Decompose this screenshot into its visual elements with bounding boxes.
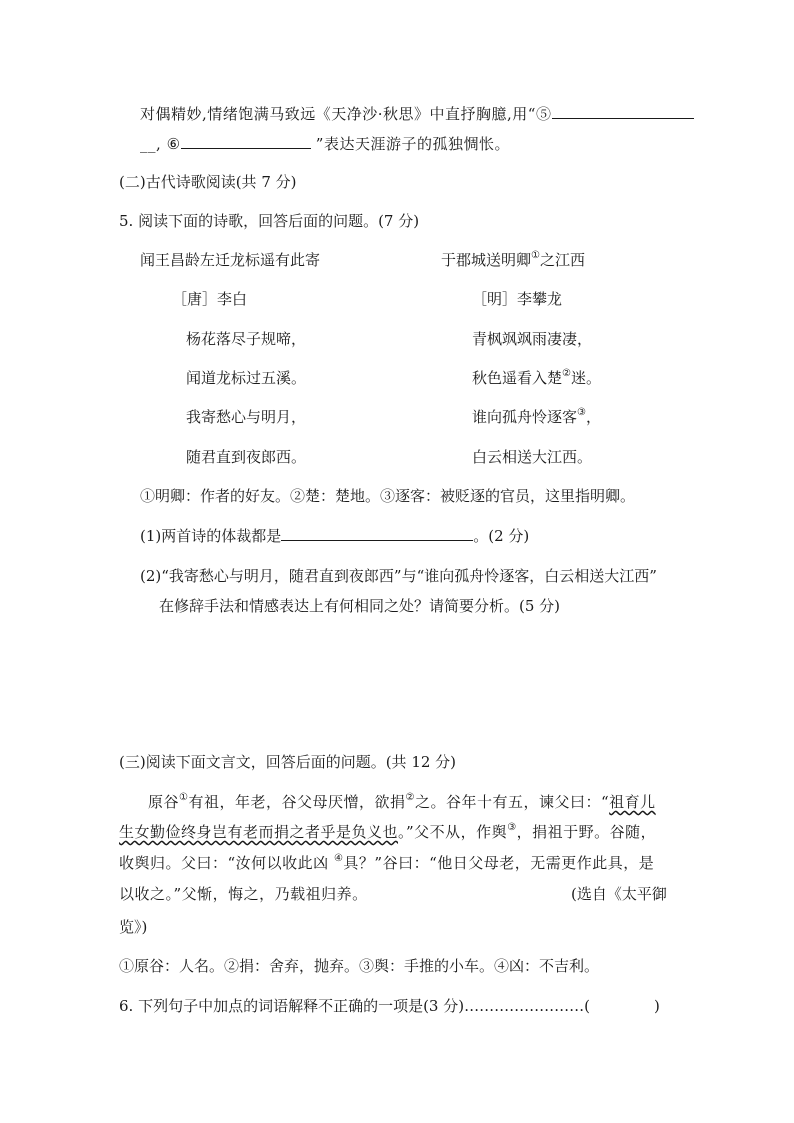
classical-text: ，捐祖于野。谷随， [516,823,657,841]
note-marker: ① [179,792,189,803]
q5-sub2-line1: (2)“我寄愁心与明月，随君直到夜郎西”与“谁向孤舟怜逐客，白云相送大江西” [140,567,657,585]
poem2-line-2-end: 迷。 [570,369,601,387]
classical-text: 原谷 [148,793,180,811]
poem1-title: 闻王昌龄左迁龙标遥有此寄 [140,251,321,269]
note-marker: ② [562,368,571,379]
poem2-title-text-end: 之江西 [539,251,585,269]
q5-sub1 [140,526,529,546]
classical-text: 具？”谷曰：“他日父母老，无需更作此具，是 [343,854,655,872]
section3-title: (三)阅读下面文言文，回答后面的问题。(共 12 分) [119,753,457,771]
poem1-line-2: 闻道龙标过五溪。 [186,369,307,387]
poem2-line-2 [472,368,601,388]
q5-stem: 5. 阅读下面的诗歌，回答后面的问题。(7 分) [119,212,420,230]
poem2-line-3-text: 谁向孤舟怜逐客 [472,408,578,426]
top-text-line2 [140,134,510,154]
note-marker: ④ [333,853,344,864]
q6-stem-text: 6. 下列句子中加点的词语解释不正确的一项是(3 分)……………………( [119,997,590,1015]
poem1-author: ［唐］李白 [172,290,248,308]
top-text-line1 [140,104,694,124]
q5-sub1-score: 。(2 分) [473,527,530,545]
q6-close-paren: ) [653,997,660,1015]
poem2-title [441,250,585,270]
classical-text-line1 [148,792,656,812]
top-text-line2-suffix: ”表达天涯游子的孤独惆怅。 [315,135,510,153]
blank-5[interactable] [552,104,694,119]
note-marker: ① [531,250,540,261]
source-attribution-b: 览》) [119,918,148,936]
classical-text-line3 [119,853,654,873]
poem2-line-1: 青枫飒飒雨凄凄， [472,330,593,348]
classical-text: 收舆归。父曰：“汝何以收此凶 [119,854,334,872]
answer-blank-genre[interactable] [281,526,473,541]
note-marker: ② [405,792,415,803]
classical-text: 之。谷年十有五，谏父曰：“ [414,793,610,811]
top-text-line1-body: 对偶精妙,情绪饱满马致远《天净沙·秋思》中直抒胸臆,用“ [140,105,536,123]
q5-sub2-line2: 在修辞手法和情感表达上有何相同之处？请简要分析。(5 分) [159,597,561,615]
poem2-line-2-text: 秋色遥看入楚 [472,369,563,387]
classical-text: 有祖，年老，谷父母厌憎，欲捐 [188,793,406,811]
classical-notes: ①原谷：人名。②捐：舍弃，抛弃。③舆：手推的小车。④凶：不吉利。 [119,957,600,975]
poem2-author: ［明］李攀龙 [472,290,563,308]
classical-text: 。”父不从，作舆 [398,823,508,841]
note-marker: ③ [507,822,517,833]
poem2-title-text: 于郡城送明卿 [441,251,532,269]
wavy-underlined-text: 生女勤俭终身岂有老而捐之者乎是负义也 [119,823,399,841]
blank-6[interactable] [181,134,311,149]
poem2-line-3-end: ， [585,408,601,426]
section2-title: (二)古代诗歌阅读(共 7 分) [119,173,297,191]
poem2-line-4: 白云相送大江西。 [472,448,593,466]
wavy-underlined-text: 祖育儿 [609,793,656,811]
blank6-mark: ⑥ [166,135,181,153]
blank5-mark: ⑤ [535,105,552,123]
note-marker: ③ [577,407,586,418]
poem-notes: ①明卿：作者的好友。②楚：楚地。③逐客：被贬逐的官员，这里指明卿。 [140,487,636,505]
poem2-line-3 [472,407,601,427]
poem1-line-1: 杨花落尽子规啼， [186,330,307,348]
top-text-line2-prefix: __, [140,135,162,153]
q6-stem [119,996,660,1016]
classical-text-line2 [119,822,656,842]
q5-sub1-text: (1)两首诗的体裁都是 [140,527,282,545]
poem1-line-4: 随君直到夜郎西。 [186,448,307,466]
source-attribution-a: (选自《太平御 [571,885,667,903]
classical-text-line4: 以收之。”父惭，悔之，乃载祖归养。 [119,885,368,903]
poem1-line-3: 我寄愁心与明月， [186,408,307,426]
